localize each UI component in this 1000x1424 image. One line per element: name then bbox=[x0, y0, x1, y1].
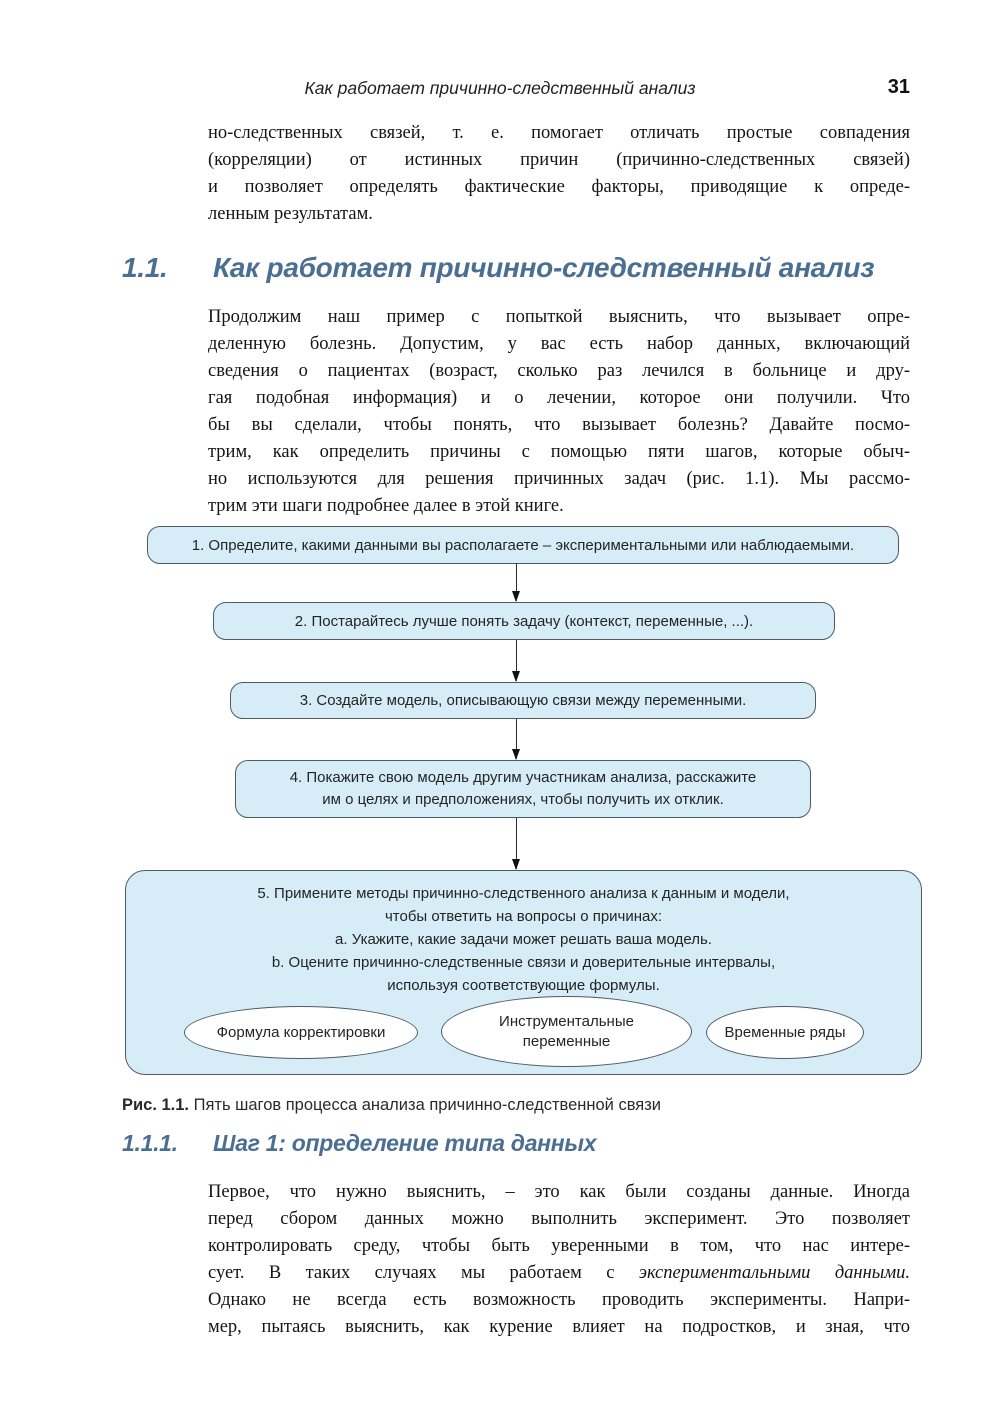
paragraph-text: сует. В таких случаях мы работаем с bbox=[208, 1263, 639, 1283]
flow-step-5-line: 5. Примените методы причинно-следственного анализа к данным и модели, bbox=[257, 885, 790, 902]
figure-caption-text: Пять шагов процесса анализа причинно-следственной связи bbox=[189, 1096, 662, 1114]
flow-step-4-line: им о целях и предположениях, чтобы получить их отклик. bbox=[322, 791, 724, 808]
paragraph-line: Первое, что нужно выяснить, – это как были созданы данные. Иногда bbox=[208, 1182, 910, 1202]
section-number: 1.1. bbox=[122, 252, 168, 283]
method-label: Временные ряды bbox=[724, 1023, 846, 1041]
paragraph-line: перед сбором данных можно выполнить эксперимент. Это позволяет bbox=[208, 1209, 910, 1229]
down-arrow-icon bbox=[516, 563, 517, 601]
paragraph-line: гая подобная информация) и о лечении, которое они получили. Что bbox=[208, 388, 910, 408]
figure-caption bbox=[122, 1096, 912, 1115]
paragraph-line: Однако не всегда есть возможность проводить эксперименты. Напри- bbox=[208, 1290, 910, 1310]
method-label: Инструментальные переменные bbox=[499, 1012, 634, 1050]
step1-paragraph bbox=[208, 1179, 910, 1341]
section-heading-1-1-1 bbox=[122, 1130, 596, 1157]
running-head-title: Как работает причинно-следственный анализ bbox=[304, 78, 696, 98]
paragraph-line: мер, пытаясь выяснить, как курение влияет на подростков, и зная, что bbox=[208, 1317, 910, 1337]
down-arrow-icon bbox=[516, 818, 517, 869]
flow-step-2-label: 2. Постарайтесь лучше понять задачу (контекст, переменные, ...). bbox=[294, 612, 754, 630]
section-1-1-paragraph bbox=[208, 304, 910, 520]
paragraph-line: Продолжим наш пример с попыткой выяснить, что вызывает опре- bbox=[208, 307, 910, 327]
method-ellipse-instrumental-variables bbox=[441, 996, 692, 1067]
paragraph-line-mixed bbox=[208, 1260, 910, 1287]
intro-paragraph bbox=[208, 120, 910, 228]
paragraph-line: (корреляции) от истинных причин (причинно-следственных связей) bbox=[208, 150, 910, 170]
flow-step-5-line: используя соответствующие формулы. bbox=[387, 977, 660, 994]
figure-1-1-flowchart bbox=[0, 520, 1000, 1082]
paragraph-italic-term: экспериментальными данными. bbox=[638, 1263, 910, 1283]
paragraph-line: трим эти шаги подробнее далее в этой книге. bbox=[208, 496, 564, 516]
method-ellipse-time-series bbox=[706, 1006, 864, 1059]
flow-step-2-box bbox=[213, 602, 835, 640]
paragraph-line: и позволяет определять фактические факторы, приводящие к опреде- bbox=[208, 177, 910, 197]
flow-step-3-box bbox=[230, 682, 816, 719]
flow-step-5-line: чтобы ответить на вопросы о причинах: bbox=[384, 908, 663, 925]
paragraph-line: трим, как определить причины с помощью пяти шагов, которые обыч- bbox=[208, 442, 910, 462]
down-arrow-icon bbox=[516, 719, 517, 759]
paragraph-line: но-следственных связей, т. е. помогает отличать простые совпадения bbox=[208, 123, 910, 143]
flow-step-5-line: b. Оцените причинно-следственные связи и доверительные интервалы, bbox=[271, 954, 776, 971]
flow-step-4-line: 4. Покажите свою модель другим участникам анализа, расскажите bbox=[289, 769, 757, 786]
page-number: 31 bbox=[887, 76, 910, 98]
paragraph-line: сведения о пациентах (возраст, сколько раз лечился в больнице и дру- bbox=[208, 361, 910, 381]
method-label: Формула корректировки bbox=[216, 1023, 386, 1041]
section-title: Шаг 1: определение типа данных bbox=[213, 1130, 597, 1156]
paragraph-line: но используются для решения причинных задач (рис. 1.1). Мы рассмо- bbox=[208, 469, 910, 489]
section-number: 1.1.1. bbox=[122, 1130, 178, 1156]
section-title: Как работает причинно-следственный анализ bbox=[213, 252, 875, 283]
paragraph-line: деленную болезнь. Допустим, у вас есть набор данных, включающий bbox=[208, 334, 910, 354]
paragraph-line: бы вы сделали, чтобы понять, что вызывает болезнь? Давайте посмо- bbox=[208, 415, 910, 435]
flow-step-3-label: 3. Создайте модель, описывающую связи между переменными. bbox=[299, 692, 747, 709]
method-ellipse-adjustment-formula bbox=[184, 1006, 418, 1059]
figure-caption-label: Рис. 1.1. bbox=[122, 1096, 190, 1114]
flow-step-1-box bbox=[147, 526, 899, 564]
paragraph-line: ленным результатам. bbox=[208, 204, 373, 224]
paragraph-line: контролировать среду, чтобы быть уверенными в том, что нас интере- bbox=[208, 1236, 910, 1256]
section-heading-1-1 bbox=[122, 252, 874, 284]
flow-step-5-line: a. Укажите, какие задачи может решать ваша модель. bbox=[335, 931, 712, 948]
flow-step-4-box bbox=[235, 760, 811, 818]
flow-step-1-label: 1. Определите, какими данными вы располагаете – экспериментальными или наблюдаемыми. bbox=[191, 536, 855, 554]
down-arrow-icon bbox=[516, 640, 517, 681]
